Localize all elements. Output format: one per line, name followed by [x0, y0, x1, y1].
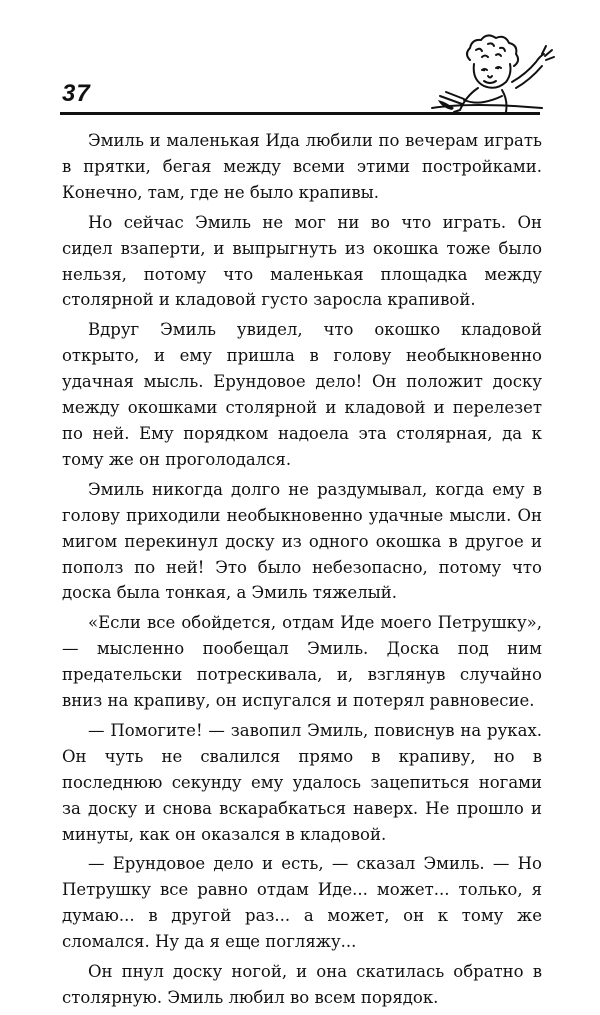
paragraph: Но сейчас Эмиль не мог ни во что играть. Он сидел взаперти, и выпрыгнуть из окошка тоже было нельзя, потому что маленькая площадка между столярной и кладовой густо заросла крапивой. [62, 212, 542, 310]
paragraph: Вдруг Эмиль увидел, что окошко кладовой открыто, и ему пришла в голову необыкновенно удачная мысль. Ерундовое дело! Он положит доску между окошками столярной и кладовой и перелезет по ней. Ему порядком надоела эта столярная, да к тому же он проголодался. [62, 320, 542, 469]
paragraph: Эмиль никогда долго не раздумывал, когда ему в голову приходили необыкновенно удачные мысли. Он мигом перекинул доску из одного окошка в другое и пополз по ней! Это было небезопасно, потому что доска была тонкая, а Эмиль тяжелый. [62, 479, 542, 603]
paragraph: Он пнул доску ногой, и она скатилась обратно в столярную. Эмиль любил во всем порядок. [62, 962, 542, 1007]
paragraph: Эмиль и маленькая Ида любили по вечерам играть в прятки, бегая между всеми этими постройками. Конечно, там, где не было крапивы. [62, 131, 542, 202]
page-text [62, 128, 542, 1015]
page-number: 37 [62, 80, 91, 107]
paragraph: — Ерундовое дело и есть, — сказал Эмиль. — Но Петрушку все равно отдам Иде... может... только, я думаю... в другой раз... а может, он к тому же сломался. Ну да я еще погляжу... [62, 854, 542, 952]
paragraph: «Если все обойдется, отдам Иде моего Петрушку», — мысленно пообещал Эмиль. Доска под ним предательски потрескивала, и, взглянув случайно вниз на крапиву, он испугался и потерял равновесие. [62, 613, 542, 711]
boy-vignette-illustration [412, 30, 562, 116]
header-divider [60, 112, 540, 115]
paragraph: — Помогите! — завопил Эмиль, повиснув на руках. Он чуть не свалился прямо в крапиву, но в последнюю секунду ему удалось зацепиться ногами за доску и снова вскарабкаться наверх. Не прошло и минуты, как он оказался в кладовой. [62, 720, 542, 844]
